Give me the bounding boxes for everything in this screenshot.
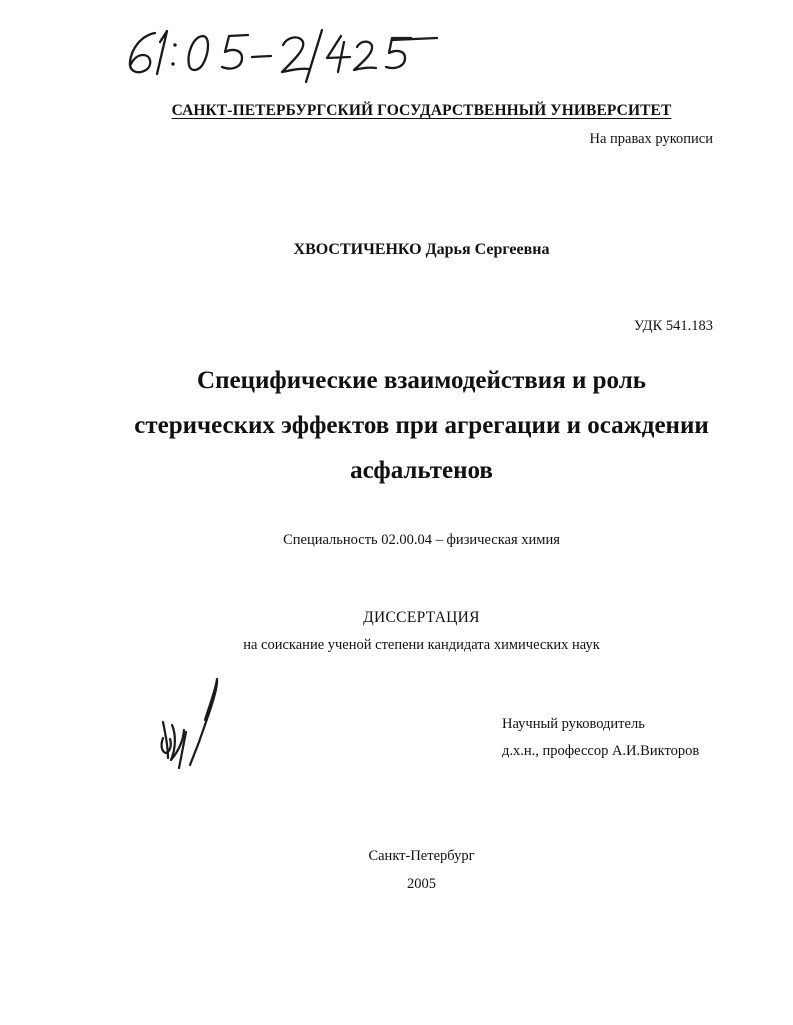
thesis-title-line: асфальтенов	[350, 457, 493, 484]
signature-mark	[162, 679, 218, 768]
document-type: ДИССЕРТАЦИЯ	[363, 609, 480, 626]
specialty-line: Специальность 02.00.04 – физическая химия	[283, 532, 560, 548]
udk-code: УДК 541.183	[633, 318, 713, 334]
manuscript-rights-note: На правах рукописи	[589, 131, 713, 147]
advisor-name: д.х.н., профессор А.И.Викторов	[502, 743, 700, 759]
advisor-label: Научный руководитель	[502, 716, 645, 732]
year: 2005	[407, 876, 436, 892]
university-name: САНКТ-ПЕТЕРБУРГСКИЙ ГОСУДАРСТВЕННЫЙ УНИВЕРСИТЕТ	[171, 102, 672, 119]
archive-mark	[130, 30, 437, 82]
thesis-title	[100, 358, 743, 493]
author-name: ХВОСТИЧЕНКО Дарья Сергеевна	[293, 241, 550, 258]
city: Санкт-Петербург	[368, 848, 475, 864]
thesis-title-line: стерических эффектов при агрегации и осаждении	[134, 412, 709, 439]
thesis-title-line: Специфические взаимодействия и роль	[197, 367, 646, 394]
degree-line: на соискание ученой степени кандидата химических наук	[243, 637, 600, 653]
